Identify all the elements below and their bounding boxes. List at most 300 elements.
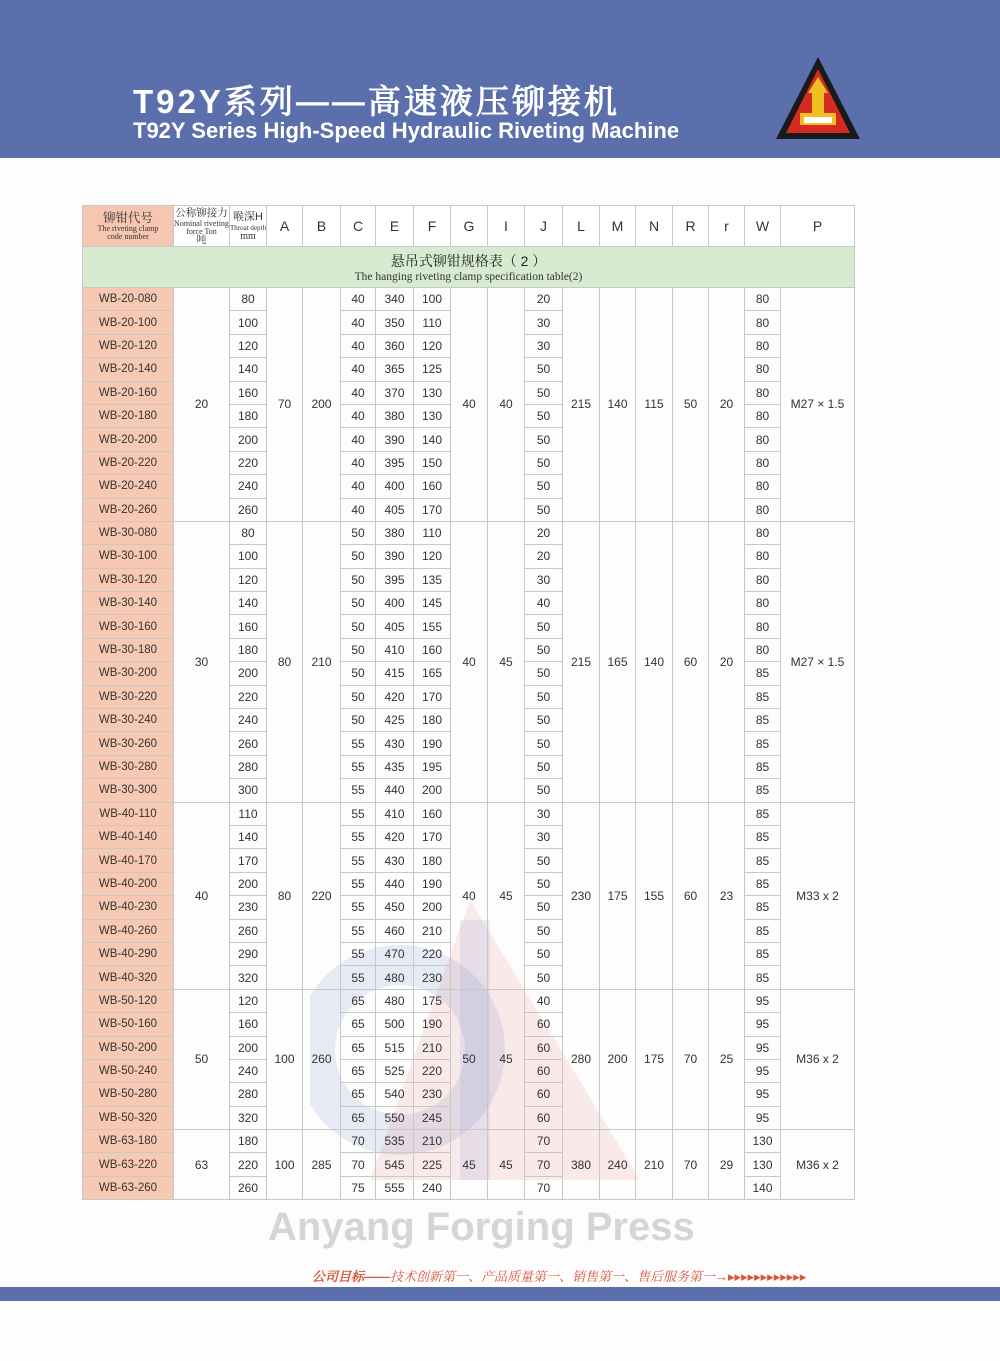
- cell-c: 40: [341, 404, 376, 427]
- cell-m: 240: [600, 1130, 636, 1200]
- cell-j: 50: [525, 779, 563, 802]
- cell-c: 65: [341, 1083, 376, 1106]
- cell-depth: 200: [230, 428, 267, 451]
- cell-code: WB-30-160: [83, 615, 174, 638]
- header-code-cn: 铆钳代号: [102, 210, 153, 225]
- cell-r: 50: [673, 288, 709, 522]
- cell-f: 230: [414, 966, 451, 989]
- cell-j: 20: [525, 521, 563, 544]
- table-title: [83, 247, 855, 288]
- table-row: [83, 1130, 855, 1153]
- cell-c: 50: [341, 638, 376, 661]
- table-title-en: The hanging riveting clamp specification table(2): [354, 271, 583, 283]
- cell-c: 55: [341, 802, 376, 825]
- cell-w: 85: [745, 802, 781, 825]
- cell-w: 85: [745, 919, 781, 942]
- cell-code: WB-20-180: [83, 404, 174, 427]
- cell-force: 40: [174, 802, 230, 989]
- cell-g: 40: [451, 288, 488, 522]
- cell-depth: 120: [230, 334, 267, 357]
- cell-code: WB-50-200: [83, 1036, 174, 1059]
- cell-code: WB-50-320: [83, 1106, 174, 1129]
- cell-f: 160: [414, 638, 451, 661]
- cell-a: 80: [267, 802, 303, 989]
- cell-depth: 100: [230, 545, 267, 568]
- cell-code: WB-40-290: [83, 942, 174, 965]
- cell-w: 80: [745, 475, 781, 498]
- cell-g: 45: [451, 1130, 488, 1200]
- cell-c: 50: [341, 568, 376, 591]
- cell-c: 50: [341, 521, 376, 544]
- cell-j: 20: [525, 288, 563, 311]
- slogan-text: 技术创新第一、产品质量第一、销售第一、售后服务第一: [390, 1269, 716, 1284]
- cell-depth: 140: [230, 825, 267, 848]
- cell-j: 50: [525, 896, 563, 919]
- cell-f: 180: [414, 709, 451, 732]
- cell-r: 70: [673, 1130, 709, 1200]
- cell-w: 80: [745, 568, 781, 591]
- cell-depth: 120: [230, 568, 267, 591]
- cell-e: 470: [376, 942, 414, 965]
- cell-e: 425: [376, 709, 414, 732]
- cell-c: 55: [341, 755, 376, 778]
- table-row: [83, 802, 855, 825]
- cell-depth: 160: [230, 1013, 267, 1036]
- cell-code: WB-20-200: [83, 428, 174, 451]
- cell-e: 440: [376, 872, 414, 895]
- cell-e: 515: [376, 1036, 414, 1059]
- slogan-arrows: →▸▸▸▸▸▸▸▸▸▸▸▸: [715, 1269, 807, 1284]
- cell-e: 340: [376, 288, 414, 311]
- cell-code: WB-50-160: [83, 1013, 174, 1036]
- cell-c: 40: [341, 358, 376, 381]
- cell-f: 155: [414, 615, 451, 638]
- cell-c: 40: [341, 498, 376, 521]
- table-body: [83, 288, 855, 1200]
- cell-code: WB-30-300: [83, 779, 174, 802]
- cell-e: 480: [376, 966, 414, 989]
- cell-p: M27 × 1.5: [781, 521, 855, 802]
- spec-table-container: [82, 205, 854, 1200]
- cell-a: 100: [267, 989, 303, 1129]
- cell-e: 450: [376, 896, 414, 919]
- cell-code: WB-63-180: [83, 1130, 174, 1153]
- cell-f: 195: [414, 755, 451, 778]
- cell-w: 80: [745, 521, 781, 544]
- cell-depth: 240: [230, 709, 267, 732]
- cell-w: 80: [745, 358, 781, 381]
- header-col-l: L: [563, 206, 600, 247]
- cell-c: 50: [341, 685, 376, 708]
- header-depth-cn: 喉深H: [233, 210, 263, 223]
- cell-e: 525: [376, 1059, 414, 1082]
- cell-j: 60: [525, 1083, 563, 1106]
- cell-m: 140: [600, 288, 636, 522]
- cell-w: 80: [745, 498, 781, 521]
- cell-j: 50: [525, 755, 563, 778]
- cell-j: 50: [525, 919, 563, 942]
- footer-bar: [0, 1287, 1000, 1301]
- cell-depth: 200: [230, 1036, 267, 1059]
- cell-f: 125: [414, 358, 451, 381]
- cell-depth: 260: [230, 1176, 267, 1199]
- cell-e: 420: [376, 685, 414, 708]
- cell-j: 50: [525, 638, 563, 661]
- cell-j: 70: [525, 1153, 563, 1176]
- cell-r-small: 20: [709, 521, 745, 802]
- header-code-en1: The riveting clamp: [97, 223, 159, 233]
- header-force-en2: force Ton: [186, 226, 217, 236]
- cell-c: 40: [341, 381, 376, 404]
- cell-g: 40: [451, 802, 488, 989]
- header-depth: [230, 206, 267, 247]
- header-force: [174, 206, 230, 247]
- header-banner: [0, 0, 1000, 158]
- cell-e: 550: [376, 1106, 414, 1129]
- cell-j: 50: [525, 732, 563, 755]
- cell-f: 135: [414, 568, 451, 591]
- table-row: [83, 521, 855, 544]
- cell-f: 170: [414, 685, 451, 708]
- cell-depth: 180: [230, 404, 267, 427]
- cell-c: 55: [341, 896, 376, 919]
- cell-code: WB-40-320: [83, 966, 174, 989]
- cell-w: 80: [745, 288, 781, 311]
- cell-w: 140: [745, 1176, 781, 1199]
- cell-code: WB-30-100: [83, 545, 174, 568]
- cell-depth: 180: [230, 1130, 267, 1153]
- cell-w: 130: [745, 1130, 781, 1153]
- cell-j: 50: [525, 475, 563, 498]
- header-col-c: C: [341, 206, 376, 247]
- cell-c: 50: [341, 709, 376, 732]
- cell-w: 85: [745, 896, 781, 919]
- cell-c: 55: [341, 779, 376, 802]
- cell-depth: 80: [230, 521, 267, 544]
- header-col-b: B: [303, 206, 341, 247]
- cell-e: 410: [376, 802, 414, 825]
- cell-c: 40: [341, 451, 376, 474]
- cell-w: 80: [745, 638, 781, 661]
- cell-w: 80: [745, 334, 781, 357]
- cell-w: 85: [745, 755, 781, 778]
- cell-w: 95: [745, 989, 781, 1012]
- cell-w: 85: [745, 872, 781, 895]
- table-row: [83, 989, 855, 1012]
- cell-code: WB-50-240: [83, 1059, 174, 1082]
- cell-e: 350: [376, 311, 414, 334]
- cell-code: WB-20-100: [83, 311, 174, 334]
- cell-depth: 240: [230, 475, 267, 498]
- cell-code: WB-30-280: [83, 755, 174, 778]
- cell-j: 50: [525, 966, 563, 989]
- cell-j: 20: [525, 545, 563, 568]
- cell-f: 140: [414, 428, 451, 451]
- cell-c: 40: [341, 311, 376, 334]
- cell-depth: 110: [230, 802, 267, 825]
- cell-depth: 300: [230, 779, 267, 802]
- cell-a: 100: [267, 1130, 303, 1200]
- slogan-lead: 公司目标——: [312, 1269, 391, 1284]
- cell-l: 215: [563, 521, 600, 802]
- cell-code: WB-30-080: [83, 521, 174, 544]
- cell-b: 200: [303, 288, 341, 522]
- cell-depth: 220: [230, 685, 267, 708]
- cell-n: 155: [636, 802, 673, 989]
- cell-e: 395: [376, 451, 414, 474]
- cell-depth: 320: [230, 966, 267, 989]
- header-depth-en: Throat depth: [230, 223, 266, 232]
- cell-n: 140: [636, 521, 673, 802]
- cell-depth: 160: [230, 615, 267, 638]
- cell-p: M36 x 2: [781, 1130, 855, 1200]
- cell-code: WB-40-260: [83, 919, 174, 942]
- cell-b: 285: [303, 1130, 341, 1200]
- cell-w: 85: [745, 685, 781, 708]
- cell-code: WB-40-110: [83, 802, 174, 825]
- cell-f: 190: [414, 1013, 451, 1036]
- cell-f: 145: [414, 592, 451, 615]
- cell-w: 80: [745, 311, 781, 334]
- company-slogan: [312, 1266, 806, 1285]
- header-col-w: W: [745, 206, 781, 247]
- cell-w: 95: [745, 1106, 781, 1129]
- cell-code: WB-40-230: [83, 896, 174, 919]
- cell-r-small: 25: [709, 989, 745, 1129]
- cell-code: WB-20-080: [83, 288, 174, 311]
- cell-j: 50: [525, 358, 563, 381]
- page-title-cn: T92Y系列——高速液压铆接机: [133, 83, 620, 120]
- page-title-en: T92Y Series High-Speed Hydraulic Riveting Machine: [133, 118, 680, 143]
- cell-r: 60: [673, 521, 709, 802]
- cell-i: 45: [488, 802, 525, 989]
- cell-j: 50: [525, 615, 563, 638]
- cell-f: 190: [414, 872, 451, 895]
- cell-w: 85: [745, 942, 781, 965]
- cell-c: 65: [341, 1059, 376, 1082]
- cell-f: 220: [414, 942, 451, 965]
- cell-e: 380: [376, 521, 414, 544]
- cell-n: 210: [636, 1130, 673, 1200]
- cell-force: 30: [174, 521, 230, 802]
- cell-a: 70: [267, 288, 303, 522]
- cell-w: 95: [745, 1036, 781, 1059]
- cell-c: 55: [341, 732, 376, 755]
- cell-f: 200: [414, 896, 451, 919]
- cell-e: 430: [376, 732, 414, 755]
- header-force-unit: 吨: [196, 234, 207, 246]
- cell-force: 50: [174, 989, 230, 1129]
- cell-code: WB-20-140: [83, 358, 174, 381]
- header-col-f: F: [414, 206, 451, 247]
- cell-r: 70: [673, 989, 709, 1129]
- header-depth-unit: mm: [240, 230, 256, 242]
- cell-e: 370: [376, 381, 414, 404]
- cell-c: 40: [341, 288, 376, 311]
- cell-c: 65: [341, 1036, 376, 1059]
- cell-depth: 170: [230, 849, 267, 872]
- cell-depth: 260: [230, 498, 267, 521]
- cell-c: 65: [341, 1013, 376, 1036]
- cell-c: 70: [341, 1153, 376, 1176]
- cell-depth: 220: [230, 451, 267, 474]
- cell-w: 80: [745, 404, 781, 427]
- cell-g: 40: [451, 521, 488, 802]
- cell-w: 80: [745, 545, 781, 568]
- cell-w: 95: [745, 1059, 781, 1082]
- cell-j: 50: [525, 849, 563, 872]
- cell-depth: 200: [230, 662, 267, 685]
- cell-e: 405: [376, 615, 414, 638]
- header-col-r: R: [673, 206, 709, 247]
- cell-f: 175: [414, 989, 451, 1012]
- cell-c: 75: [341, 1176, 376, 1199]
- cell-f: 180: [414, 849, 451, 872]
- cell-code: WB-40-140: [83, 825, 174, 848]
- cell-e: 460: [376, 919, 414, 942]
- cell-f: 225: [414, 1153, 451, 1176]
- cell-j: 50: [525, 381, 563, 404]
- cell-r: 60: [673, 802, 709, 989]
- header-col-m: M: [600, 206, 636, 247]
- cell-depth: 140: [230, 358, 267, 381]
- cell-f: 120: [414, 334, 451, 357]
- cell-j: 30: [525, 311, 563, 334]
- cell-e: 410: [376, 638, 414, 661]
- header-col-g: G: [451, 206, 488, 247]
- cell-j: 70: [525, 1176, 563, 1199]
- cell-code: WB-20-240: [83, 475, 174, 498]
- cell-r-small: 23: [709, 802, 745, 989]
- cell-depth: 280: [230, 1083, 267, 1106]
- cell-depth: 240: [230, 1059, 267, 1082]
- cell-c: 50: [341, 615, 376, 638]
- cell-c: 50: [341, 592, 376, 615]
- cell-c: 40: [341, 475, 376, 498]
- cell-f: 120: [414, 545, 451, 568]
- cell-e: 400: [376, 475, 414, 498]
- cell-e: 415: [376, 662, 414, 685]
- cell-e: 420: [376, 825, 414, 848]
- cell-w: 95: [745, 1083, 781, 1106]
- cell-f: 110: [414, 521, 451, 544]
- cell-code: WB-50-280: [83, 1083, 174, 1106]
- cell-b: 220: [303, 802, 341, 989]
- cell-j: 30: [525, 802, 563, 825]
- cell-i: 45: [488, 989, 525, 1129]
- cell-c: 50: [341, 662, 376, 685]
- cell-f: 100: [414, 288, 451, 311]
- cell-f: 170: [414, 825, 451, 848]
- cell-p: M36 x 2: [781, 989, 855, 1129]
- cell-e: 480: [376, 989, 414, 1012]
- cell-p: M33 x 2: [781, 802, 855, 989]
- table-title-cn: 悬吊式铆钳规格表（ 2 ）: [390, 253, 547, 269]
- cell-l: 230: [563, 802, 600, 989]
- cell-f: 170: [414, 498, 451, 521]
- spec-table: [82, 205, 855, 1200]
- header-force-en1: Nominal riveting: [174, 218, 229, 228]
- cell-e: 545: [376, 1153, 414, 1176]
- header-col-a: A: [267, 206, 303, 247]
- cell-w: 85: [745, 709, 781, 732]
- cell-w: 85: [745, 849, 781, 872]
- cell-f: 150: [414, 451, 451, 474]
- cell-m: 175: [600, 802, 636, 989]
- cell-code: WB-20-220: [83, 451, 174, 474]
- cell-code: WB-30-200: [83, 662, 174, 685]
- cell-c: 55: [341, 849, 376, 872]
- cell-force: 63: [174, 1130, 230, 1200]
- cell-g: 50: [451, 989, 488, 1129]
- cell-j: 50: [525, 498, 563, 521]
- cell-depth: 290: [230, 942, 267, 965]
- cell-depth: 180: [230, 638, 267, 661]
- cell-f: 110: [414, 311, 451, 334]
- cell-l: 280: [563, 989, 600, 1129]
- cell-w: 80: [745, 381, 781, 404]
- cell-j: 50: [525, 709, 563, 732]
- cell-f: 130: [414, 381, 451, 404]
- cell-e: 555: [376, 1176, 414, 1199]
- cell-depth: 140: [230, 592, 267, 615]
- cell-e: 405: [376, 498, 414, 521]
- header-force-cn: 公称铆接力: [175, 206, 228, 219]
- cell-f: 210: [414, 1130, 451, 1153]
- cell-f: 160: [414, 475, 451, 498]
- cell-f: 230: [414, 1083, 451, 1106]
- cell-c: 40: [341, 334, 376, 357]
- header-col-e: E: [376, 206, 414, 247]
- cell-f: 200: [414, 779, 451, 802]
- cell-e: 400: [376, 592, 414, 615]
- company-watermark: Anyang Forging Press: [268, 1205, 695, 1249]
- cell-depth: 120: [230, 989, 267, 1012]
- cell-f: 245: [414, 1106, 451, 1129]
- cell-m: 165: [600, 521, 636, 802]
- cell-l: 215: [563, 288, 600, 522]
- cell-w: 85: [745, 779, 781, 802]
- cell-w: 80: [745, 615, 781, 638]
- cell-c: 40: [341, 428, 376, 451]
- cell-i: 40: [488, 288, 525, 522]
- header-code-en2: code number: [107, 231, 149, 241]
- cell-c: 70: [341, 1130, 376, 1153]
- table-row: [83, 288, 855, 311]
- cell-w: 85: [745, 966, 781, 989]
- cell-depth: 200: [230, 872, 267, 895]
- cell-e: 390: [376, 428, 414, 451]
- cell-j: 50: [525, 872, 563, 895]
- cell-e: 440: [376, 779, 414, 802]
- cell-c: 55: [341, 919, 376, 942]
- header-col-r-small: r: [709, 206, 745, 247]
- cell-code: WB-20-120: [83, 334, 174, 357]
- cell-n: 175: [636, 989, 673, 1129]
- cell-j: 50: [525, 451, 563, 474]
- cell-j: 50: [525, 662, 563, 685]
- cell-w: 80: [745, 451, 781, 474]
- cell-code: WB-50-120: [83, 989, 174, 1012]
- header-col-p: P: [781, 206, 855, 247]
- cell-w: 80: [745, 592, 781, 615]
- cell-depth: 100: [230, 311, 267, 334]
- cell-r-small: 20: [709, 288, 745, 522]
- cell-j: 50: [525, 685, 563, 708]
- cell-f: 210: [414, 919, 451, 942]
- cell-e: 500: [376, 1013, 414, 1036]
- cell-w: 85: [745, 825, 781, 848]
